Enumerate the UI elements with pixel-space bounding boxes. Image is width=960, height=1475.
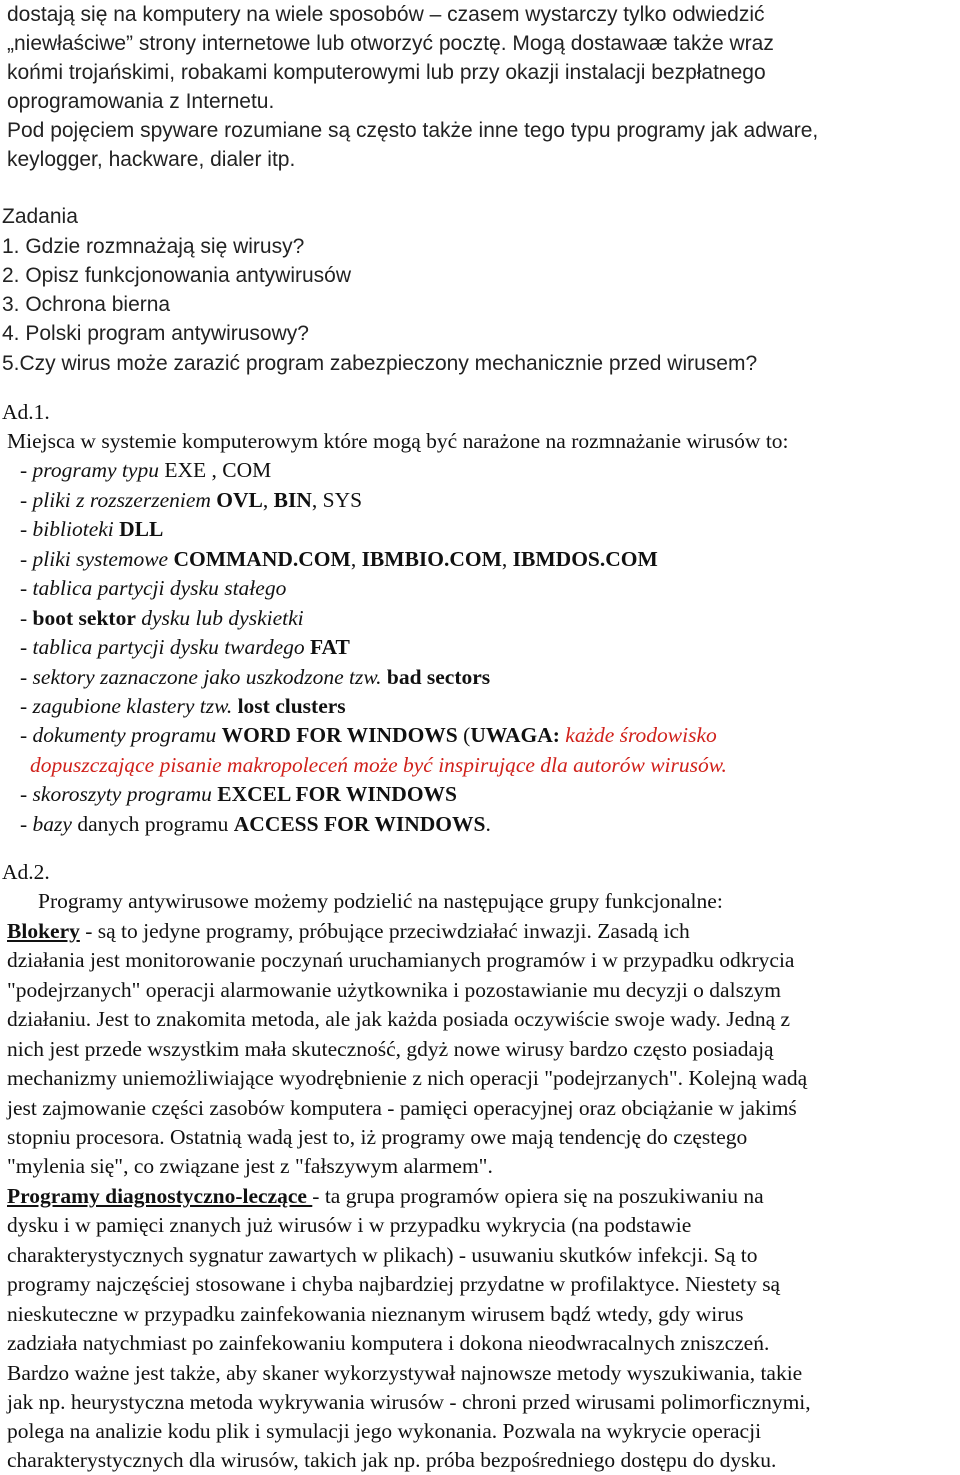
blokery-term: Blokery — [7, 919, 80, 943]
ad1-item-10: - dokumenty programu WORD FOR WINDOWS (UWAGA: każde środowisko — [20, 723, 717, 747]
ad1-item-5: - tablica partycji dysku stałego — [20, 576, 287, 600]
diagnostic-line: zadziała natychmiast po zainfekowaniu komputera i dokona nieodwracalnych zniszczeń. — [7, 1331, 770, 1355]
ad1-item-2: - pliki z rozszerzeniem OVL, BIN, SYS — [20, 488, 363, 512]
intro-line-2: „niewłaściwe” strony internetowe lub otworzyć pocztę. Mogą dostawaæ także wraz — [7, 32, 774, 55]
blokery-line: działania jest monitorowanie poczynań uruchamianych programów i w przypadku odkrycia — [7, 948, 795, 972]
ad1-item-4: - pliki systemowe COMMAND.COM, IBMBIO.COM, IBMDOS.COM — [20, 547, 658, 571]
blokery-first-line: Blokery - są to jedyne programy, próbujące przeciwdziałać inwazji. Zasadą ich — [7, 919, 690, 943]
blokery-line: stopniu procesora. Ostatnią wadą jest to, iż programy owe mają tendencję do częstego — [7, 1125, 748, 1149]
blokery-line: nich jest przede wszystkim mała skuteczność, gdyż nowe wirusy bardzo często posiadają — [7, 1037, 774, 1061]
ad1-item-8: - sektory zaznaczone jako uszkodzone tzw. bad sectors — [20, 665, 491, 689]
ad1-item-10-continued: dopuszczające pisanie makropoleceń może być inspirujące dla autorów wirusów. — [30, 753, 727, 777]
ad1-item-1: - programy typu EXE , COM — [20, 458, 272, 482]
blokery-line: działaniu. Jest to znakomita metoda, ale jak każda posiada oczywiście swoje wady. Jedną z — [7, 1007, 791, 1031]
diagnostic-first-line: Programy diagnostyczno-leczące - ta grupa programów opiera się na poszukiwaniu na — [7, 1184, 764, 1208]
diagnostic-line: dysku i w pamięci znanych już wirusów i w przypadku wykrycia (na podstawie — [7, 1213, 692, 1237]
task-item-4: 4. Polski program antywirusowy? — [2, 322, 309, 345]
diagnostic-term: Programy diagnostyczno-leczące — [7, 1184, 313, 1208]
diagnostic-line: Bardzo ważne jest także, aby skaner wykorzystywał najnowsze metody wyszukiwania, takie — [7, 1361, 803, 1385]
ad1-item-9: - zagubione klastery tzw. lost clusters — [20, 694, 346, 718]
task-item-3: 3. Ochrona bierna — [2, 293, 171, 316]
ad2-heading: Ad.2. — [2, 860, 50, 884]
intro-line-4: oprogramowania z Internetu. — [7, 90, 275, 113]
diagnostic-line: charakterystycznych dla wirusów, takich jak np. próba bezpośredniego dostępu do dysku. — [7, 1448, 777, 1472]
blokery-line: "podejrzanych" operacji alarmowanie użytkownika i pozostawianie mu decyzji o dalszym — [7, 978, 781, 1002]
intro-line-3: końmi trojańskimi, robakami komputerowymi lub przy okazji instalacji bezpłatnego — [7, 61, 766, 84]
ad2-intro: Programy antywirusowe możemy podzielić na następujące grupy funkcjonalne: — [38, 889, 723, 913]
ad1-intro: Miejsca w systemie komputerowym które mogą być narażone na rozmnażanie wirusów to: — [7, 429, 789, 453]
tasks-heading: Zadania — [2, 205, 78, 228]
intro-line-1: dostają się na komputery na wiele sposobów – czasem wystarczy tylko odwiedzić — [7, 3, 765, 26]
diagnostic-line: polega na analizie kodu plik i symulacji jego wykonania. Pozwala na wykrycie operacji — [7, 1419, 762, 1443]
ad1-item-7: - tablica partycji dysku twardego FAT — [20, 635, 350, 659]
blokery-line: jest zajmowanie części zasobów komputera - pamięci operacyjnej oraz obciążanie w jakimś — [7, 1096, 797, 1120]
diagnostic-line: programy najczęściej stosowane i chyba najbardziej przydatne w profilaktyce. Niestety są — [7, 1272, 781, 1296]
ad1-item-12: - bazy danych programu ACCESS FOR WINDOWS. — [20, 812, 491, 836]
task-item-2: 2. Opisz funkcjonowania antywirusów — [2, 264, 352, 287]
intro-line-5: Pod pojęciem spyware rozumiane są często także inne tego typu programy jak adware, — [7, 119, 819, 142]
diagnostic-line: jak np. heurystyczna metoda wykrywania wirusów - chroni przed wirusami polimorficznymi, — [7, 1390, 811, 1414]
diagnostic-line: charakterystycznych sygnatur zawartych w plikach) - usuwaniu skutków infekcji. Są to — [7, 1243, 758, 1267]
ad1-item-3: - biblioteki DLL — [20, 517, 164, 541]
ad1-item-11: - skoroszyty programu EXCEL FOR WINDOWS — [20, 782, 458, 806]
blokery-line: "mylenia się", co związane jest z "fałszywym alarmem". — [7, 1154, 493, 1178]
ad1-heading: Ad.1. — [2, 400, 50, 424]
diagnostic-line: nieskuteczne w przypadku zainfekowania nieznanym wirusem bądź wtedy, gdy wirus — [7, 1302, 744, 1326]
ad1-item-6: - boot sektor dysku lub dyskietki — [20, 606, 304, 630]
intro-line-6: keylogger, hackware, dialer itp. — [7, 148, 296, 171]
blokery-line: mechanizmy uniemożliwiające wyodrębnienie z nich operacji "podejrzanych". Kolejną wadą — [7, 1066, 808, 1090]
task-item-5: 5.Czy wirus może zarazić program zabezpieczony mechanicznie przed wirusem? — [2, 352, 758, 375]
task-item-1: 1. Gdzie rozmnażają się wirusy? — [2, 235, 305, 258]
